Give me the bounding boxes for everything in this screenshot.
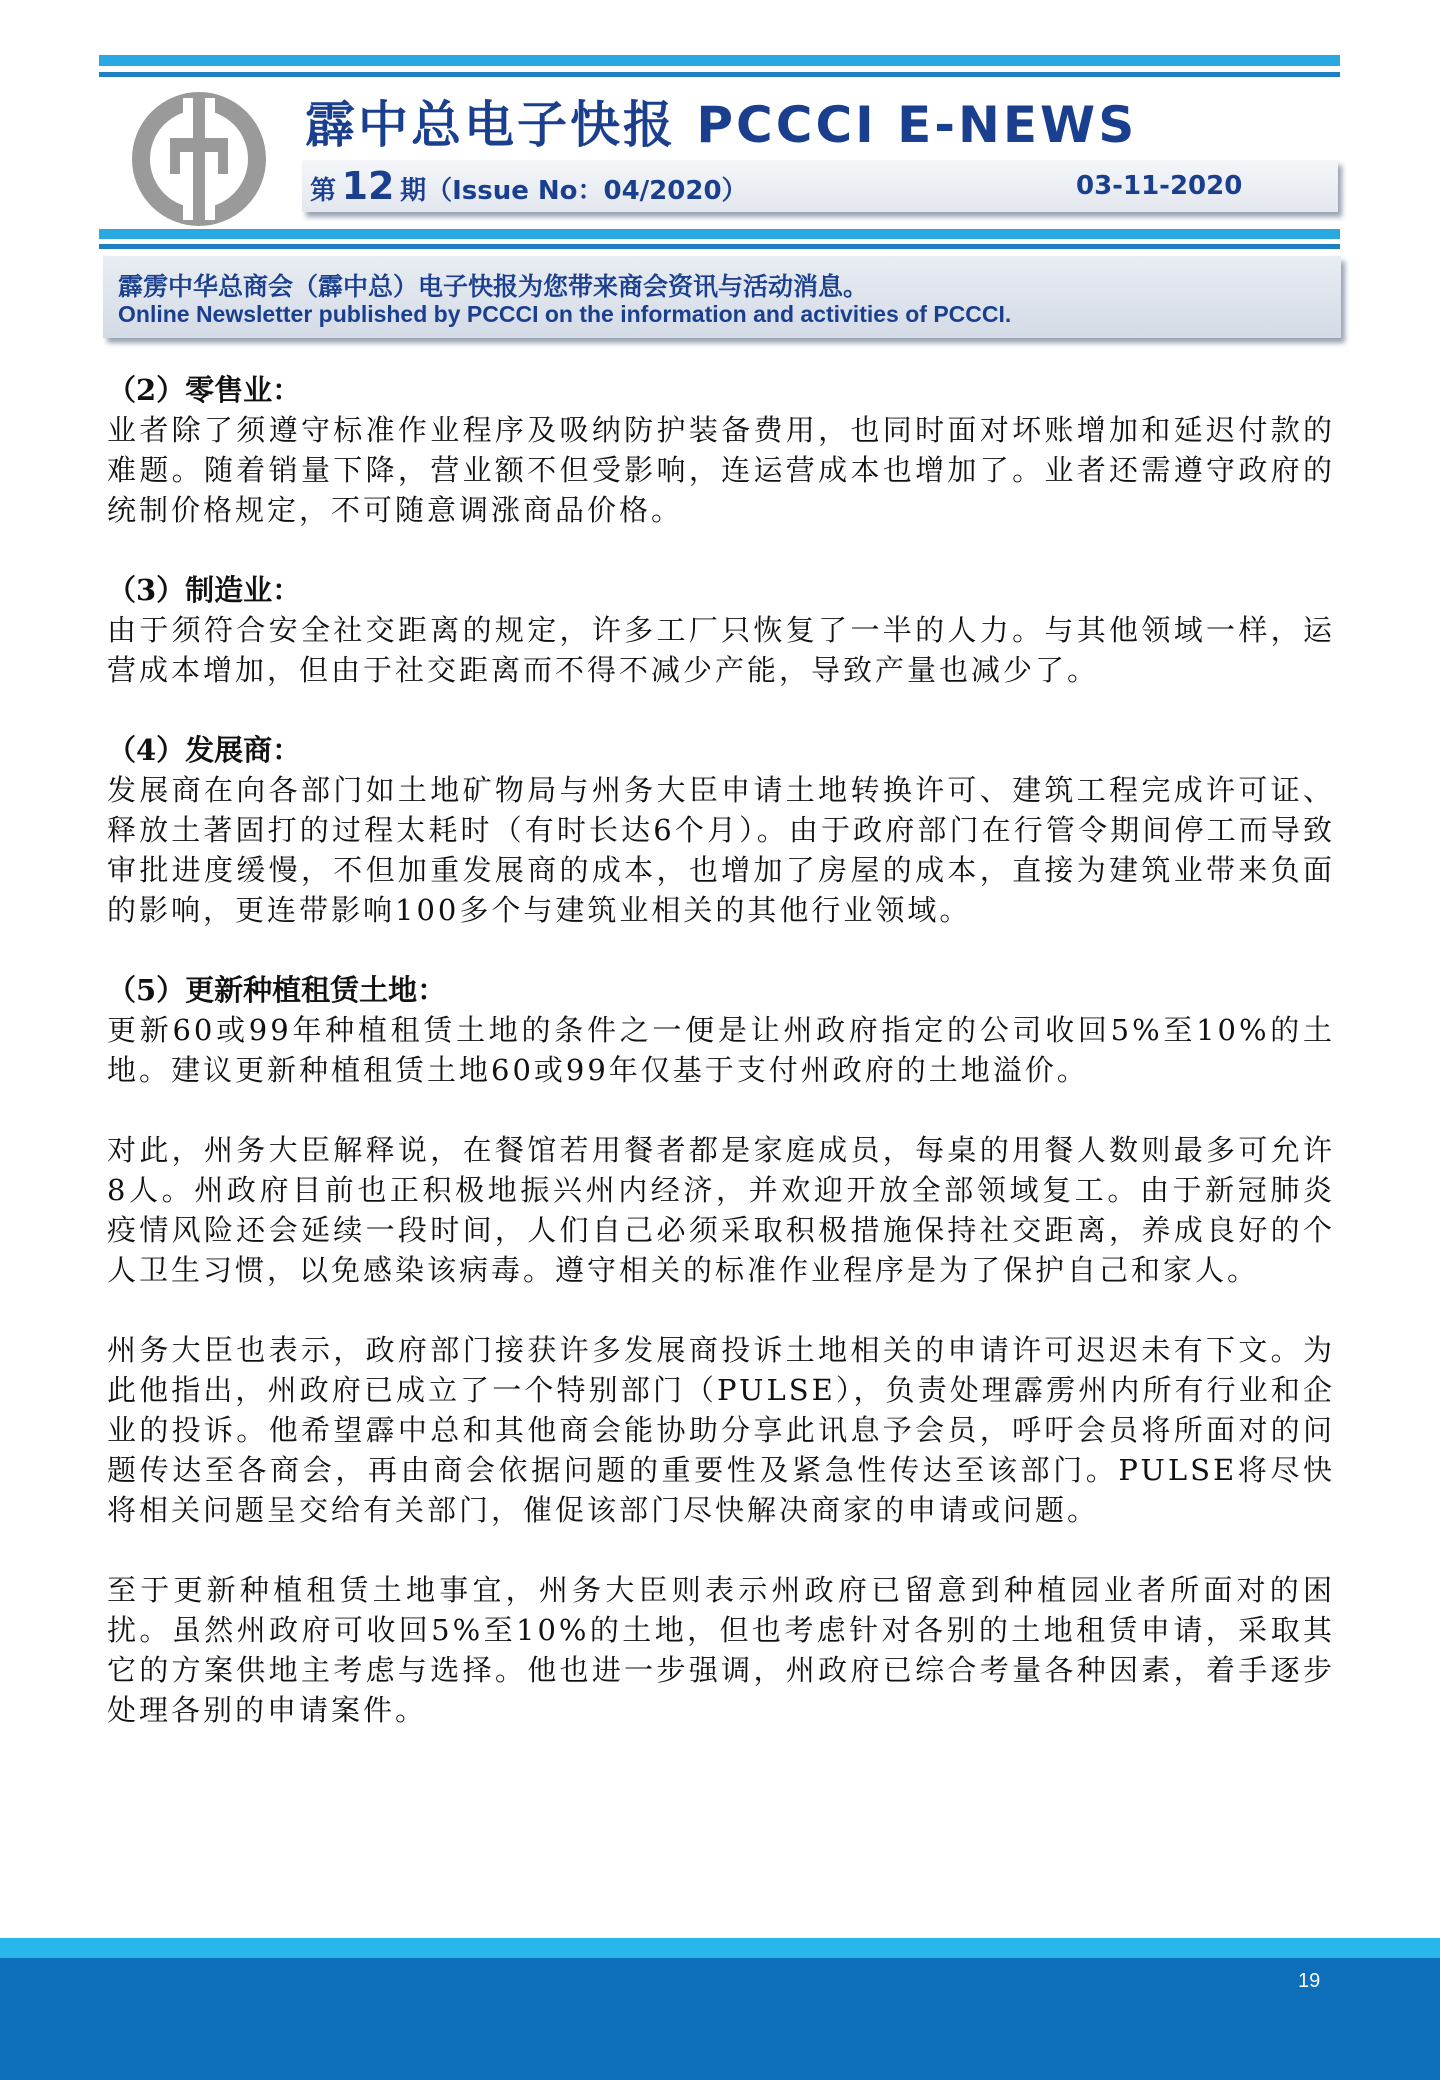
paragraph-text: 对此，州务大臣解释说，在餐馆若用餐者都是家庭成员，每桌的用餐人数则最多可允许8人。州政府目前也正积极地振兴州内经济，并欢迎开放全部领域复工。由于新冠肺炎疫情风险还会延续一段时间，人们自己必须采取积极措施保持社交距离，养成良好的个人卫生习惯，以免感染该病毒。遵守相关的标准作业程序是为了保护自己和家人。 (107, 1133, 1335, 1287)
section-heading: （4）发展商： (107, 733, 302, 767)
newsletter-title: 霹中总电子快报 PCCCI E-NEWS (305, 96, 1138, 154)
header-bottom-stripe (99, 229, 1340, 239)
issue-date: 03-11-2020 (1076, 171, 1243, 201)
section-manufacturing (107, 570, 1335, 690)
intro-english: Online Newsletter published by PCCCI on the information and activities of PCCCI. (118, 301, 1012, 327)
footer-band (0, 1958, 1440, 2080)
paragraph-plantation (107, 1570, 1335, 1730)
section-body: 更新60或99年种植租赁土地的条件之一便是让州政府指定的公司收回5%至10%的土地。建议更新种植租赁土地60或99年仅基于支付州政府的土地溢价。 (107, 1013, 1335, 1087)
paragraph-pulse (107, 1330, 1335, 1530)
pccci-logo-icon (124, 90, 274, 228)
paragraph-text: 州务大臣也表示，政府部门接获许多发展商投诉土地相关的申请许可迟迟未有下文。为此他指出，州政府已成立了一个特别部门（PULSE），负责处理霹雳州内所有行业和企业的投诉。他希望霹中总和其他商会能协助分享此讯息予会员，呼吁会员将所面对的问题传达至各商会，再由商会依据问题的重要性及紧急性传达至该部门。PULSE将尽快将相关问题呈交给有关部门，催促该部门尽快解决商家的申请或问题。 (107, 1333, 1335, 1527)
issue-number: 12 (341, 164, 395, 208)
paragraph-response (107, 1130, 1335, 1290)
section-land-lease (107, 970, 1335, 1090)
issue-suffix: 期（Issue No：04/2020） (400, 176, 748, 206)
issue-label (310, 160, 748, 212)
issue-prefix: 第 (310, 176, 337, 206)
page-number: 19 (1298, 1970, 1321, 1992)
intro-box (103, 256, 1341, 338)
section-developers (107, 730, 1335, 930)
section-retail (107, 370, 1335, 530)
paragraph-text: 至于更新种植租赁土地事宜，州务大臣则表示州政府已留意到种植园业者所面对的困扰。虽然州政府可收回5%至10%的土地，但也考虑针对各别的土地租赁申请，采取其它的方案供地主考虑与选择。他也进一步强调，州政府已综合考量各种因素，着手逐步处理各别的申请案件。 (107, 1573, 1335, 1727)
section-body: 业者除了须遵守标准作业程序及吸纳防护装备费用，也同时面对坏账增加和延迟付款的难题。随着销量下降，营业额不但受影响，连运营成本也增加了。业者还需遵守政府的统制价格规定，不可随意调涨商品价格。 (107, 413, 1335, 527)
section-heading: （3）制造业： (107, 573, 302, 607)
header-top-stripe (99, 55, 1340, 66)
section-body: 发展商在向各部门如土地矿物局与州务大臣申请土地转换许可、建筑工程完成许可证、释放土著固打的过程太耗时（有时长达6个月）。由于政府部门在行管令期间停工而导致审批进度缓慢，不但加重发展商的成本，也增加了房屋的成本，直接为建筑业带来负面的影响，更连带影响100多个与建筑业相关的其他行业领域。 (107, 773, 1335, 927)
issue-bar (302, 160, 1338, 212)
section-heading: （5）更新种植租赁土地： (107, 973, 447, 1007)
article-content (107, 370, 1335, 1770)
header-bottom-stripe-thin (99, 244, 1340, 249)
footer-stripe (0, 1938, 1440, 1958)
section-body: 由于须符合安全社交距离的规定，许多工厂只恢复了一半的人力。与其他领域一样，运营成本增加，但由于社交距离而不得不减少产能，导致产量也减少了。 (107, 613, 1335, 687)
section-heading: （2）零售业： (107, 373, 302, 407)
header-top-stripe-thin (99, 72, 1340, 77)
intro-chinese: 霹雳中华总商会（霹中总）电子快报为您带来商会资讯与活动消息。 (118, 272, 869, 301)
